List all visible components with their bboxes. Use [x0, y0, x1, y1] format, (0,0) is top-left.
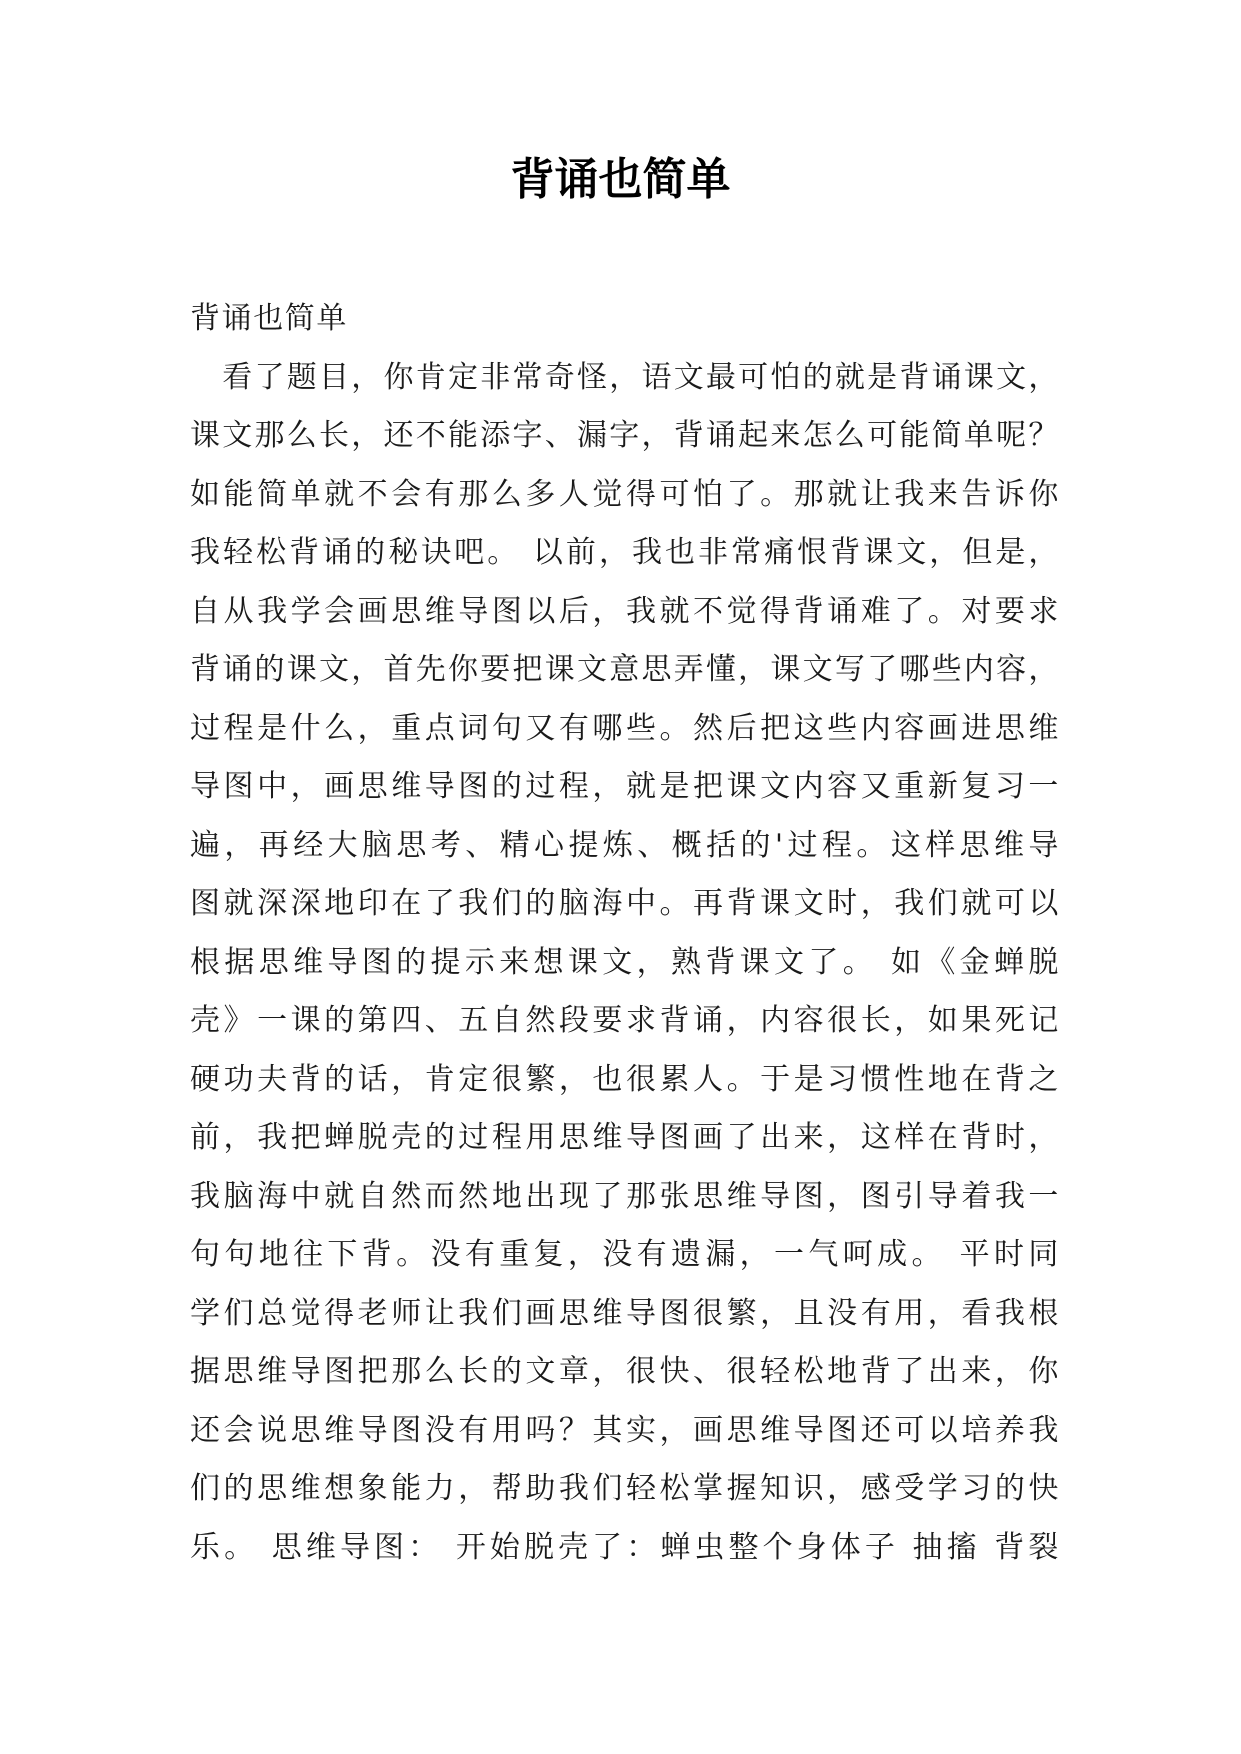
body-line: 如能简单就不会有那么多人觉得可怕了。那就让我来告诉你 [190, 476, 1060, 512]
body-line: 据思维导图把那么长的文章，很快、很轻松地背了出来，你 [190, 1354, 1060, 1389]
body-line: 课文那么长，还不能添字、漏字，背诵起来怎么可能简单呢？ [190, 418, 1060, 453]
body-line: 还会说思维导图没有用吗？其实，画思维导图还可以培养我 [190, 1412, 1060, 1448]
body-line: 硬功夫背的话，肯定很繁，也很累人。于是习惯性地在背之 [190, 1061, 1060, 1097]
body-line: 前，我把蝉脱壳的过程用思维导图画了出来，这样在背时， [190, 1120, 1060, 1155]
body-line: 句句地往下背。没有重复，没有遗漏，一气呵成。 平时同 [190, 1237, 1060, 1272]
body-line: 看了题目，你肯定非常奇怪，语文最可怕的就是背诵课文， [190, 359, 1060, 395]
body-line: 过程是什么，重点词句又有哪些。然后把这些内容画进思维 [190, 710, 1060, 746]
body-line: 壳》一课的第四、五自然段要求背诵，内容很长，如果死记 [190, 1003, 1060, 1038]
body-line: 乐。 思维导图： 开始脱壳了：蝉虫整个身体子 抽搐 背裂 [190, 1529, 1060, 1565]
body-line-heading: 背诵也简单 [190, 301, 348, 336]
document-body [190, 290, 1060, 1577]
body-line: 背诵的课文，首先你要把课文意思弄懂，课文写了哪些内容， [190, 652, 1060, 687]
body-line: 根据思维导图的提示来想课文，熟背课文了。 如《金蝉脱 [190, 944, 1060, 980]
body-line: 图就深深地印在了我们的脑海中。再背课文时，我们就可以 [190, 886, 1060, 921]
body-line: 我脑海中就自然而然地出现了那张思维导图，图引导着我一 [190, 1178, 1060, 1214]
body-line: 遍，再经大脑思考、精心提炼、概括的'过程。这样思维导 [190, 827, 1060, 863]
document-title: 背诵也简单 [510, 154, 731, 205]
body-line: 导图中，画思维导图的过程，就是把课文内容又重新复习一 [190, 769, 1060, 804]
body-line: 们的思维想象能力，帮助我们轻松掌握知识，感受学习的快 [190, 1471, 1060, 1506]
body-line: 学们总觉得老师让我们画思维导图很繁，且没有用，看我根 [190, 1295, 1060, 1331]
body-line: 自从我学会画思维导图以后，我就不觉得背诵难了。对要求 [190, 593, 1060, 629]
body-line: 我轻松背诵的秘诀吧。 以前，我也非常痛恨背课文，但是， [190, 535, 1060, 570]
